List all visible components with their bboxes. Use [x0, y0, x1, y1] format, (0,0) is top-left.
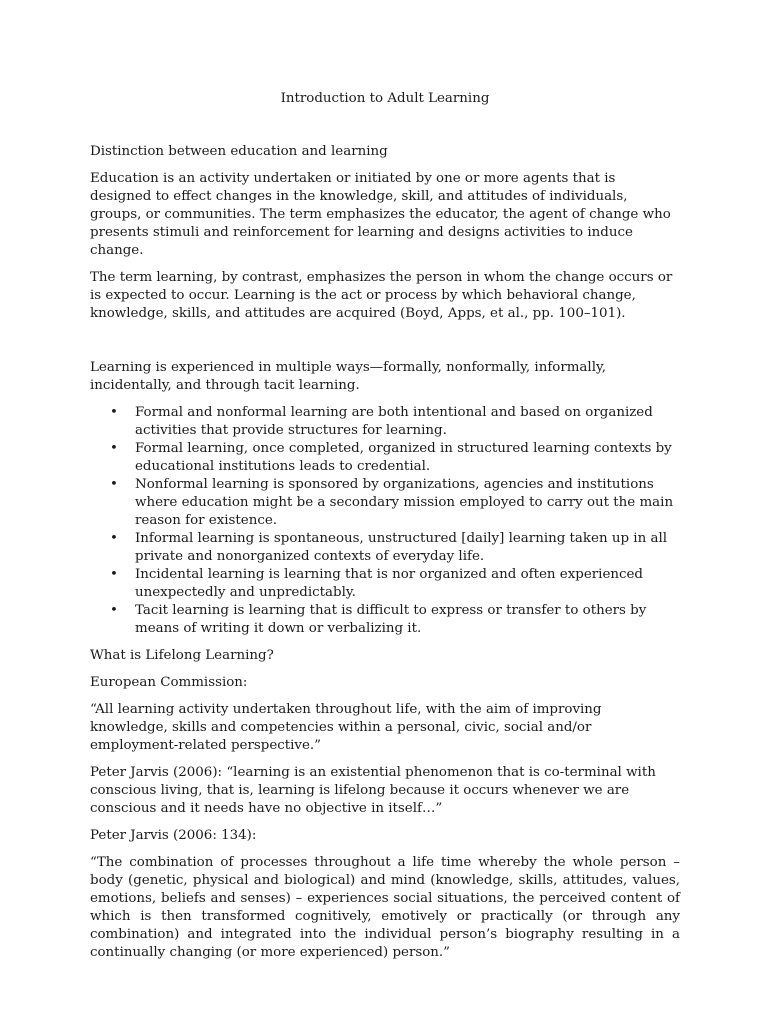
- bullet-icon: •: [110, 531, 118, 546]
- list-item-text: Formal learning, once completed, organized in structured learning contexts by educational institutions leads to credential.: [135, 441, 672, 474]
- paragraph-ways: Learning is experienced in multiple ways—formally, nonformally, informally, incidentally, and through tacit learning.: [90, 360, 607, 393]
- document-title: Introduction to Adult Learning: [280, 91, 490, 106]
- lifelong-heading: What is Lifelong Learning?: [90, 648, 274, 663]
- document-page: [90, 90, 680, 971]
- jarvis-quote-1: Peter Jarvis (2006): “learning is an existential phenomenon that is co-terminal with conscious living, that is, learning is lifelong because it occurs whenever we are conscious and it needs have no objective in itself…”: [90, 765, 656, 816]
- paragraph-learning: The term learning, by contrast, emphasizes the person in whom the change occurs or is expected to occur. Learning is the act or process by which behavioral change, knowledge, skills, and attitudes are acquired (Boyd, Apps, et al., pp. 100–101).: [90, 270, 673, 321]
- list-item: [110, 440, 680, 476]
- list-item-text: Incidental learning is learning that is nor organized and often experienced unexpectedly and unpredictably.: [135, 567, 643, 600]
- paragraph-education: Education is an activity undertaken or initiated by one or more agents that is designed to effect changes in the knowledge, skill, and attitudes of individuals, groups, or communities. The term emphasizes the educator, the agent of change who presents stimuli and reinforcement for learning and designs activities to induce change.: [90, 171, 671, 258]
- list-item-text: Formal and nonformal learning are both intentional and based on organized activities that provide structures for learning.: [135, 405, 653, 438]
- bullet-icon: •: [110, 603, 118, 618]
- spacer: [90, 332, 680, 359]
- jarvis-label-2: Peter Jarvis (2006: 134):: [90, 828, 257, 843]
- list-item: [110, 476, 680, 530]
- list-item: [110, 530, 680, 566]
- list-item-text: Informal learning is spontaneous, unstructured [daily] learning taken up in all private and nonorganized contexts of everyday life.: [135, 531, 668, 564]
- ec-label: European Commission:: [90, 675, 248, 690]
- section-heading: Distinction between education and learning: [90, 144, 388, 159]
- jarvis-quote-2: “The combination of processes throughout a life time whereby the whole person – body (genetic, physical and biological) and mind (knowledge, skills, attitudes, values, emotions, beliefs and senses) – experiences social situations, the perceived content of which is then transformed cognitively, emotively or practically (or through any combination) and integrated into the individual person’s biography resulting in a continually changing (or more experienced) person.”: [90, 855, 680, 960]
- bullet-icon: •: [110, 477, 118, 492]
- list-item: [110, 566, 680, 602]
- ec-quote: “All learning activity undertaken throughout life, with the aim of improving knowledge, skills and competencies within a personal, civic, social and/or employment-related perspective.”: [90, 702, 602, 753]
- bullet-icon: •: [110, 441, 118, 456]
- bullet-icon: •: [110, 567, 118, 582]
- list-item: [110, 404, 680, 440]
- list-item: [110, 602, 680, 638]
- learning-types-list: [90, 404, 680, 638]
- list-item-text: Nonformal learning is sponsored by organizations, agencies and institutions where education might be a secondary mission employed to carry out the main reason for existence.: [135, 477, 674, 528]
- list-item-text: Tacit learning is learning that is difficult to express or transfer to others by means of writing it down or verbalizing it.: [135, 603, 647, 636]
- bullet-icon: •: [110, 405, 118, 420]
